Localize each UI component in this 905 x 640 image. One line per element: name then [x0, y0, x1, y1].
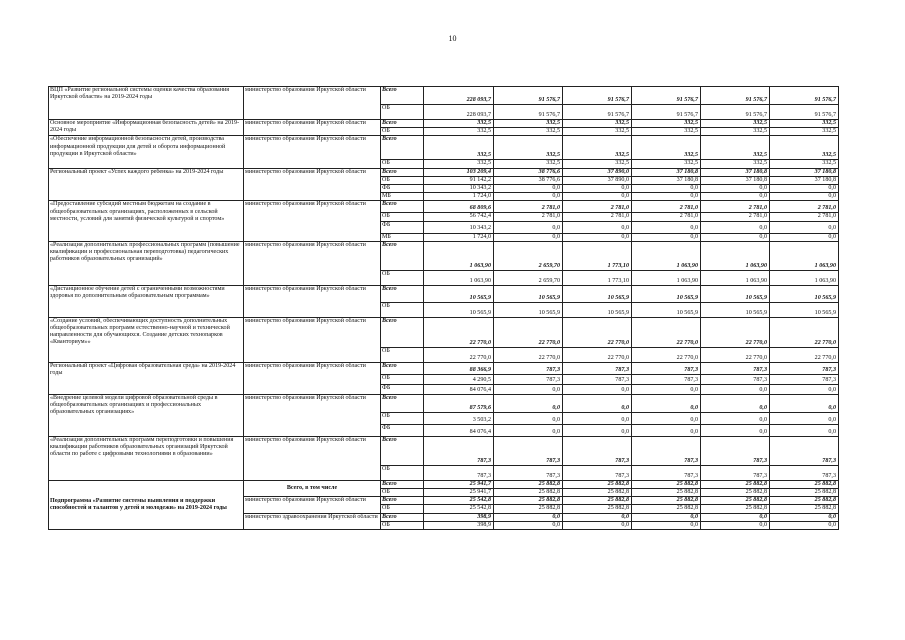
amount-cell: 91 142,2 — [424, 176, 494, 184]
amount-cell: 25 542,8 — [424, 497, 494, 505]
amount-cell: 787,3 — [632, 436, 701, 465]
amount-cell: 22 770,0 — [632, 347, 701, 362]
amount-cell: 0,0 — [770, 185, 839, 193]
funding-type-cell: Всего — [381, 317, 424, 347]
amount-cell: 787,3 — [563, 465, 632, 480]
amount-cell: 0,0 — [701, 193, 770, 201]
amount-cell: 25 882,8 — [494, 489, 563, 497]
amount-cell: 25 882,8 — [701, 505, 770, 513]
amount-cell: 38 776,6 — [494, 168, 563, 176]
amount-cell: 22 770,0 — [701, 317, 770, 347]
amount-cell: 0,0 — [632, 412, 701, 424]
amount-cell: 332,5 — [770, 128, 839, 136]
amount-cell: 332,5 — [632, 160, 701, 168]
funding-type-cell: Всего — [381, 136, 424, 160]
amount-cell: 37 180,8 — [701, 168, 770, 176]
amount-cell: 10 565,9 — [770, 285, 839, 302]
amount-cell: 1 773,10 — [563, 241, 632, 270]
funding-type-cell: ОБ — [381, 505, 424, 513]
amount-cell: 10 565,9 — [494, 285, 563, 302]
amount-cell: 37 180,8 — [701, 176, 770, 184]
amount-cell: 787,3 — [424, 465, 494, 480]
amount-cell: 0,0 — [770, 513, 839, 521]
measure-name-cell: «Создание условий, обеспечивающих доступность дополнительных общеобразовательных программ естественно-научной и технической направленности для обучающихся. Создание детских технопарков «Кванториум»» — [49, 317, 244, 362]
amount-cell: 332,5 — [701, 120, 770, 128]
amount-cell: 332,5 — [701, 136, 770, 160]
amount-cell: 332,5 — [770, 120, 839, 128]
amount-cell: 787,3 — [770, 362, 839, 374]
amount-cell: 787,3 — [563, 436, 632, 465]
amount-cell: 0,0 — [770, 384, 839, 394]
table-row — [49, 480, 839, 488]
amount-cell: 25 882,8 — [632, 505, 701, 513]
table-row — [49, 87, 839, 105]
amount-cell: 25 882,8 — [563, 505, 632, 513]
executor-cell: министерство образования Иркутской области — [244, 120, 381, 136]
measure-name-cell: «Реализация дополнительных программ переподготовки и повышения квалификации работников образовательных организаций Иркутской области по работе с цифровыми технологиями в образовании» — [49, 436, 244, 480]
amount-cell: 37 890,0 — [563, 176, 632, 184]
executor-cell: министерство образования Иркутской области — [244, 241, 381, 285]
amount-cell: 0,0 — [701, 185, 770, 193]
funding-type-cell: ОБ — [381, 412, 424, 424]
amount-cell: 0,0 — [494, 221, 563, 233]
amount-cell: 0,0 — [770, 394, 839, 412]
amount-cell: 0,0 — [770, 412, 839, 424]
amount-cell: 787,3 — [563, 362, 632, 374]
funding-type-cell: МБ — [381, 233, 424, 241]
amount-cell: 0,0 — [701, 412, 770, 424]
amount-cell: 0,0 — [563, 513, 632, 521]
amount-cell: 0,0 — [632, 513, 701, 521]
amount-cell: 25 882,8 — [701, 497, 770, 505]
amount-cell: 332,5 — [424, 128, 494, 136]
amount-cell: 332,5 — [494, 128, 563, 136]
measure-name-cell: Региональный проект «Цифровая образовательная среда» на 2019-2024 годы — [49, 362, 244, 394]
amount-cell: 25 941,7 — [424, 480, 494, 488]
amount-cell: 787,3 — [494, 465, 563, 480]
amount-cell: 87 579,6 — [424, 394, 494, 412]
amount-cell: 332,5 — [424, 160, 494, 168]
measure-name-cell: «Дистанционное обучение детей с ограниченными возможностями здоровья по дополнительным образовательным программам» — [49, 285, 244, 317]
amount-cell: 10 565,9 — [632, 285, 701, 302]
table-row — [49, 436, 839, 465]
amount-cell: 787,3 — [632, 362, 701, 374]
subprogram-name-cell: Подпрограмма «Развитие системы выявления и поддержки способностей и талантов у детей и молодежи» на 2019-2024 годы — [49, 480, 244, 529]
amount-cell: 25 882,8 — [632, 489, 701, 497]
amount-cell: 22 770,0 — [770, 317, 839, 347]
amount-cell: 0,0 — [563, 394, 632, 412]
table-row — [49, 317, 839, 347]
amount-cell: 787,3 — [770, 465, 839, 480]
amount-cell: 0,0 — [494, 412, 563, 424]
amount-cell: 37 180,8 — [770, 176, 839, 184]
amount-cell: 2 781,0 — [701, 213, 770, 221]
amount-cell: 0,0 — [632, 521, 701, 529]
amount-cell: 1 724,0 — [424, 233, 494, 241]
amount-cell: 38 776,6 — [494, 176, 563, 184]
amount-cell: 787,3 — [494, 362, 563, 374]
amount-cell: 787,3 — [701, 374, 770, 384]
table-row — [49, 168, 839, 176]
amount-cell: 1 063,90 — [770, 270, 839, 285]
amount-cell: 25 882,8 — [563, 489, 632, 497]
subprogram-total-label: Всего, в том числе — [244, 480, 381, 496]
amount-cell: 228 093,7 — [424, 105, 494, 120]
amount-cell: 84 076,4 — [424, 424, 494, 436]
amount-cell: 2 781,0 — [563, 213, 632, 221]
funding-type-cell: ОБ — [381, 128, 424, 136]
amount-cell: 91 576,7 — [632, 105, 701, 120]
amount-cell: 398,9 — [424, 521, 494, 529]
amount-cell: 56 742,4 — [424, 213, 494, 221]
amount-cell: 332,5 — [632, 128, 701, 136]
executor-cell: министерство образования Иркутской области — [244, 201, 381, 241]
amount-cell: 25 882,8 — [701, 489, 770, 497]
budget-table — [48, 86, 839, 530]
amount-cell: 332,5 — [770, 136, 839, 160]
amount-cell: 91 576,7 — [563, 87, 632, 105]
amount-cell: 91 576,7 — [701, 105, 770, 120]
amount-cell: 0,0 — [770, 193, 839, 201]
amount-cell: 0,0 — [632, 233, 701, 241]
measure-name-cell: «Внедрение целевой модели цифровой образовательной среды в общеобразовательных организациях и профессиональных образовательных организациях» — [49, 394, 244, 436]
funding-type-cell: ОБ — [381, 213, 424, 221]
funding-type-cell: ОБ — [381, 302, 424, 317]
funding-type-cell: ОБ — [381, 160, 424, 168]
amount-cell: 91 576,7 — [770, 105, 839, 120]
amount-cell: 332,5 — [701, 160, 770, 168]
table-row — [49, 201, 839, 213]
funding-type-cell: ОБ — [381, 270, 424, 285]
amount-cell: 0,0 — [494, 384, 563, 394]
amount-cell: 25 882,8 — [494, 480, 563, 488]
measure-name-cell: «Обеспечение информационной безопасности детей, производства информационной продукции для детей и оборота информационной продукции в Иркутской области» — [49, 136, 244, 168]
measure-name-cell: Основное мероприятие «Информационная безопасность детей» на 2019-2024 годы — [49, 120, 244, 136]
amount-cell: 25 882,8 — [770, 497, 839, 505]
amount-cell: 10 343,2 — [424, 185, 494, 193]
amount-cell: 787,3 — [494, 436, 563, 465]
amount-cell: 332,5 — [563, 136, 632, 160]
amount-cell: 787,3 — [632, 465, 701, 480]
amount-cell: 787,3 — [632, 374, 701, 384]
amount-cell: 1 063,90 — [701, 270, 770, 285]
amount-cell: 4 290,5 — [424, 374, 494, 384]
amount-cell: 0,0 — [632, 185, 701, 193]
amount-cell: 22 770,0 — [701, 347, 770, 362]
funding-type-cell: Всего — [381, 362, 424, 374]
amount-cell: 0,0 — [563, 384, 632, 394]
amount-cell: 0,0 — [494, 185, 563, 193]
amount-cell: 332,5 — [424, 120, 494, 128]
amount-cell: 1 773,10 — [563, 270, 632, 285]
amount-cell: 0,0 — [770, 521, 839, 529]
amount-cell: 25 882,8 — [494, 505, 563, 513]
amount-cell: 787,3 — [770, 436, 839, 465]
amount-cell: 25 882,8 — [632, 480, 701, 488]
amount-cell: 0,0 — [563, 412, 632, 424]
amount-cell: 0,0 — [701, 221, 770, 233]
amount-cell: 332,5 — [494, 136, 563, 160]
funding-type-cell: Всего — [381, 513, 424, 521]
funding-type-cell: МБ — [381, 193, 424, 201]
amount-cell: 88 366,9 — [424, 362, 494, 374]
measure-name-cell: ВЦП «Развитие региональной системы оценки качества образования Иркутской области» на 2019-2024 годы — [49, 87, 244, 120]
measure-name-cell: «Реализация дополнительных профессиональных программ (повышение квалификации и профессиональная переподготовка) педагогических работников образовательных организаций» — [49, 241, 244, 285]
amount-cell: 787,3 — [701, 465, 770, 480]
amount-cell: 0,0 — [563, 185, 632, 193]
amount-cell: 332,5 — [494, 120, 563, 128]
amount-cell: 0,0 — [770, 233, 839, 241]
funding-type-cell: Всего — [381, 497, 424, 505]
amount-cell: 787,3 — [701, 362, 770, 374]
amount-cell: 25 882,8 — [770, 505, 839, 513]
amount-cell: 2 781,0 — [494, 201, 563, 213]
amount-cell: 25 882,8 — [563, 480, 632, 488]
table-row — [49, 285, 839, 302]
amount-cell: 0,0 — [770, 221, 839, 233]
table-row — [49, 394, 839, 412]
executor-cell: министерство образования Иркутской области — [244, 317, 381, 362]
measure-name-cell: Региональный проект «Успех каждого ребенка» на 2019-2024 годы — [49, 168, 244, 201]
amount-cell: 787,3 — [701, 436, 770, 465]
amount-cell: 2 659,70 — [494, 270, 563, 285]
amount-cell: 22 770,0 — [424, 317, 494, 347]
amount-cell: 10 565,9 — [701, 302, 770, 317]
amount-cell: 787,3 — [563, 374, 632, 384]
amount-cell: 10 565,9 — [494, 302, 563, 317]
executor-cell: министерство образования Иркутской области — [244, 436, 381, 480]
amount-cell: 68 809,6 — [424, 201, 494, 213]
amount-cell: 0,0 — [494, 424, 563, 436]
executor-cell: министерство образования Иркутской области — [244, 285, 381, 317]
amount-cell: 37 180,8 — [770, 168, 839, 176]
funding-type-cell: Всего — [381, 436, 424, 465]
amount-cell: 0,0 — [701, 233, 770, 241]
table-row — [49, 241, 839, 270]
amount-cell: 103 209,4 — [424, 168, 494, 176]
amount-cell: 10 565,9 — [424, 285, 494, 302]
amount-cell: 22 770,0 — [494, 317, 563, 347]
funding-type-cell: ФБ — [381, 424, 424, 436]
funding-type-cell: Всего — [381, 120, 424, 128]
amount-cell: 1 063,90 — [424, 241, 494, 270]
amount-cell: 2 781,0 — [770, 201, 839, 213]
amount-cell: 25 882,8 — [632, 497, 701, 505]
measure-name-cell: «Предоставление субсидий местным бюджетам на создание в общеобразовательных организациях, расположенных в сельской местности, условий для занятий физической культурой и спортом» — [49, 201, 244, 241]
amount-cell: 398,9 — [424, 513, 494, 521]
amount-cell: 1 063,90 — [424, 270, 494, 285]
amount-cell: 0,0 — [494, 394, 563, 412]
funding-type-cell: ОБ — [381, 489, 424, 497]
amount-cell: 91 576,7 — [494, 105, 563, 120]
amount-cell: 0,0 — [494, 193, 563, 201]
amount-cell: 25 882,8 — [770, 489, 839, 497]
amount-cell: 3 503,2 — [424, 412, 494, 424]
amount-cell: 25 882,8 — [563, 497, 632, 505]
amount-cell: 84 076,4 — [424, 384, 494, 394]
amount-cell: 37 180,8 — [632, 176, 701, 184]
amount-cell: 91 576,7 — [632, 87, 701, 105]
amount-cell: 2 781,0 — [494, 213, 563, 221]
amount-cell: 332,5 — [701, 128, 770, 136]
funding-type-cell: ОБ — [381, 105, 424, 120]
amount-cell: 22 770,0 — [563, 347, 632, 362]
executor-cell: министерство образования Иркутской области — [244, 168, 381, 201]
funding-type-cell: Всего — [381, 87, 424, 105]
amount-cell: 0,0 — [632, 424, 701, 436]
executor-cell: министерство образования Иркутской области — [244, 87, 381, 120]
amount-cell: 332,5 — [563, 120, 632, 128]
amount-cell: 22 770,0 — [563, 317, 632, 347]
funding-type-cell: Всего — [381, 201, 424, 213]
amount-cell: 10 565,9 — [701, 285, 770, 302]
amount-cell: 332,5 — [770, 160, 839, 168]
funding-type-cell: Всего — [381, 168, 424, 176]
amount-cell: 332,5 — [563, 128, 632, 136]
funding-type-cell: ФБ — [381, 221, 424, 233]
amount-cell: 0,0 — [701, 424, 770, 436]
executor-cell: министерство образования Иркутской области — [244, 394, 381, 436]
amount-cell: 0,0 — [494, 521, 563, 529]
funding-type-cell: ОБ — [381, 176, 424, 184]
amount-cell: 25 941,7 — [424, 489, 494, 497]
amount-cell: 91 576,7 — [563, 105, 632, 120]
amount-cell: 0,0 — [494, 513, 563, 521]
amount-cell: 0,0 — [770, 424, 839, 436]
amount-cell: 10 565,9 — [563, 285, 632, 302]
funding-type-cell: ОБ — [381, 374, 424, 384]
table-row — [49, 120, 839, 128]
amount-cell: 0,0 — [494, 233, 563, 241]
amount-cell: 0,0 — [632, 193, 701, 201]
funding-type-cell: Всего — [381, 480, 424, 488]
amount-cell: 0,0 — [632, 221, 701, 233]
amount-cell: 2 781,0 — [563, 201, 632, 213]
amount-cell: 2 781,0 — [632, 201, 701, 213]
funding-type-cell: ОБ — [381, 347, 424, 362]
amount-cell: 787,3 — [770, 374, 839, 384]
funding-type-cell: Всего — [381, 285, 424, 302]
amount-cell: 1 063,90 — [701, 241, 770, 270]
amount-cell: 0,0 — [563, 424, 632, 436]
amount-cell: 10 565,9 — [563, 302, 632, 317]
amount-cell: 2 659,70 — [494, 241, 563, 270]
executor-cell: министерство образования Иркутской области — [244, 362, 381, 394]
amount-cell: 787,3 — [494, 374, 563, 384]
funding-type-cell: ОБ — [381, 521, 424, 529]
amount-cell: 0,0 — [563, 221, 632, 233]
amount-cell: 332,5 — [424, 136, 494, 160]
amount-cell: 0,0 — [701, 513, 770, 521]
amount-cell: 37 180,8 — [632, 168, 701, 176]
funding-type-cell: Всего — [381, 241, 424, 270]
amount-cell: 0,0 — [563, 521, 632, 529]
amount-cell: 91 576,7 — [701, 87, 770, 105]
amount-cell: 332,5 — [563, 160, 632, 168]
amount-cell: 1 724,0 — [424, 193, 494, 201]
executor-cell: министерство здравоохранения Иркутской области — [244, 513, 381, 529]
amount-cell: 332,5 — [632, 120, 701, 128]
amount-cell: 25 882,8 — [494, 497, 563, 505]
amount-cell: 22 770,0 — [494, 347, 563, 362]
amount-cell: 37 890,0 — [563, 168, 632, 176]
amount-cell: 91 576,7 — [494, 87, 563, 105]
page-number: 10 — [448, 34, 457, 43]
amount-cell: 25 882,8 — [701, 480, 770, 488]
funding-type-cell: ФБ — [381, 384, 424, 394]
amount-cell: 22 770,0 — [424, 347, 494, 362]
amount-cell: 2 781,0 — [632, 213, 701, 221]
executor-cell: министерство образования Иркутской области — [244, 136, 381, 168]
amount-cell: 0,0 — [563, 233, 632, 241]
amount-cell: 10 565,9 — [632, 302, 701, 317]
amount-cell: 10 565,9 — [424, 302, 494, 317]
funding-type-cell: Всего — [381, 394, 424, 412]
amount-cell: 25 882,8 — [770, 480, 839, 488]
amount-cell: 22 770,0 — [770, 347, 839, 362]
table-row — [49, 362, 839, 374]
amount-cell: 0,0 — [563, 193, 632, 201]
amount-cell: 787,3 — [424, 436, 494, 465]
amount-cell: 332,5 — [632, 136, 701, 160]
amount-cell: 10 343,2 — [424, 221, 494, 233]
executor-cell: министерство образования Иркутской области — [244, 497, 381, 513]
amount-cell: 91 576,7 — [770, 87, 839, 105]
amount-cell: 25 542,8 — [424, 505, 494, 513]
amount-cell: 0,0 — [701, 521, 770, 529]
funding-type-cell: ФБ — [381, 185, 424, 193]
amount-cell: 0,0 — [701, 384, 770, 394]
amount-cell: 0,0 — [701, 394, 770, 412]
amount-cell: 1 063,90 — [632, 241, 701, 270]
amount-cell: 0,0 — [632, 394, 701, 412]
amount-cell: 1 063,90 — [770, 241, 839, 270]
table-row — [49, 136, 839, 160]
amount-cell: 10 565,9 — [770, 302, 839, 317]
amount-cell: 22 770,0 — [632, 317, 701, 347]
funding-type-cell: ОБ — [381, 465, 424, 480]
amount-cell: 2 781,0 — [701, 201, 770, 213]
amount-cell: 2 781,0 — [770, 213, 839, 221]
amount-cell: 228 093,7 — [424, 87, 494, 105]
amount-cell: 332,5 — [494, 160, 563, 168]
amount-cell: 0,0 — [632, 384, 701, 394]
amount-cell: 1 063,90 — [632, 270, 701, 285]
